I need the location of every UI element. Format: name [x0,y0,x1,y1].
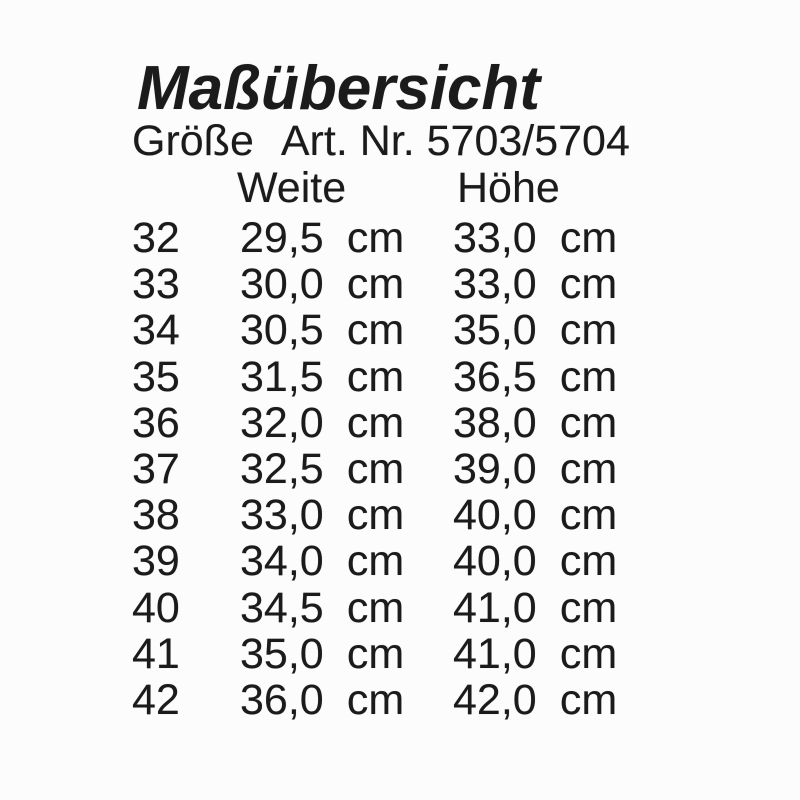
hoehe-cell: 36,5 cm [453,352,618,401]
hoehe-cell: 35,0 cm [453,306,618,355]
table-row [132,261,617,307]
table-row [132,585,617,631]
table-row [132,215,617,261]
size-cell: 32 [132,214,180,262]
page-title: Maßübersicht [137,54,541,123]
size-table [132,215,617,723]
weite-cell: 32,5 cm [240,445,405,494]
hoehe-cell: 41,0 cm [453,629,618,678]
table-row [132,307,617,353]
size-cell: 34 [132,306,180,355]
size-cell: 41 [132,629,180,678]
table-row [132,400,617,446]
table-row [132,354,617,400]
size-column-label: Größe [132,117,254,165]
column-headers [132,165,692,211]
weite-cell: 30,0 cm [240,260,405,309]
hoehe-cell: 42,0 cm [453,676,618,725]
size-cell: 42 [132,676,180,725]
column-header-hoehe: Höhe [457,164,560,212]
weite-cell: 35,0 cm [240,629,405,678]
weite-cell: 34,0 cm [240,537,405,586]
size-cell: 40 [132,583,180,632]
hoehe-cell: 39,0 cm [453,445,618,494]
table-row [132,538,617,584]
column-header-weite: Weite [237,164,347,212]
hoehe-cell: 33,0 cm [453,214,618,262]
hoehe-cell: 40,0 cm [453,537,618,586]
table-row [132,446,617,492]
subtitle-row [132,117,630,165]
hoehe-cell: 33,0 cm [453,260,618,309]
table-row [132,631,617,677]
weite-cell: 33,0 cm [240,491,405,540]
size-cell: 38 [132,491,180,540]
table-row [132,677,617,723]
weite-cell: 36,0 cm [240,676,405,725]
size-cell: 33 [132,260,180,309]
weite-cell: 32,0 cm [240,398,405,447]
hoehe-cell: 41,0 cm [453,583,618,632]
hoehe-cell: 40,0 cm [453,491,618,540]
weite-cell: 31,5 cm [240,352,405,401]
hoehe-cell: 38,0 cm [453,398,618,447]
weite-cell: 29,5 cm [240,214,405,262]
weite-cell: 30,5 cm [240,306,405,355]
size-cell: 36 [132,398,180,447]
size-cell: 39 [132,537,180,586]
size-cell: 37 [132,445,180,494]
size-cell: 35 [132,352,180,401]
article-number-label: Art. Nr. 5703/5704 [280,117,630,165]
table-row [132,492,617,538]
weite-cell: 34,5 cm [240,583,405,632]
